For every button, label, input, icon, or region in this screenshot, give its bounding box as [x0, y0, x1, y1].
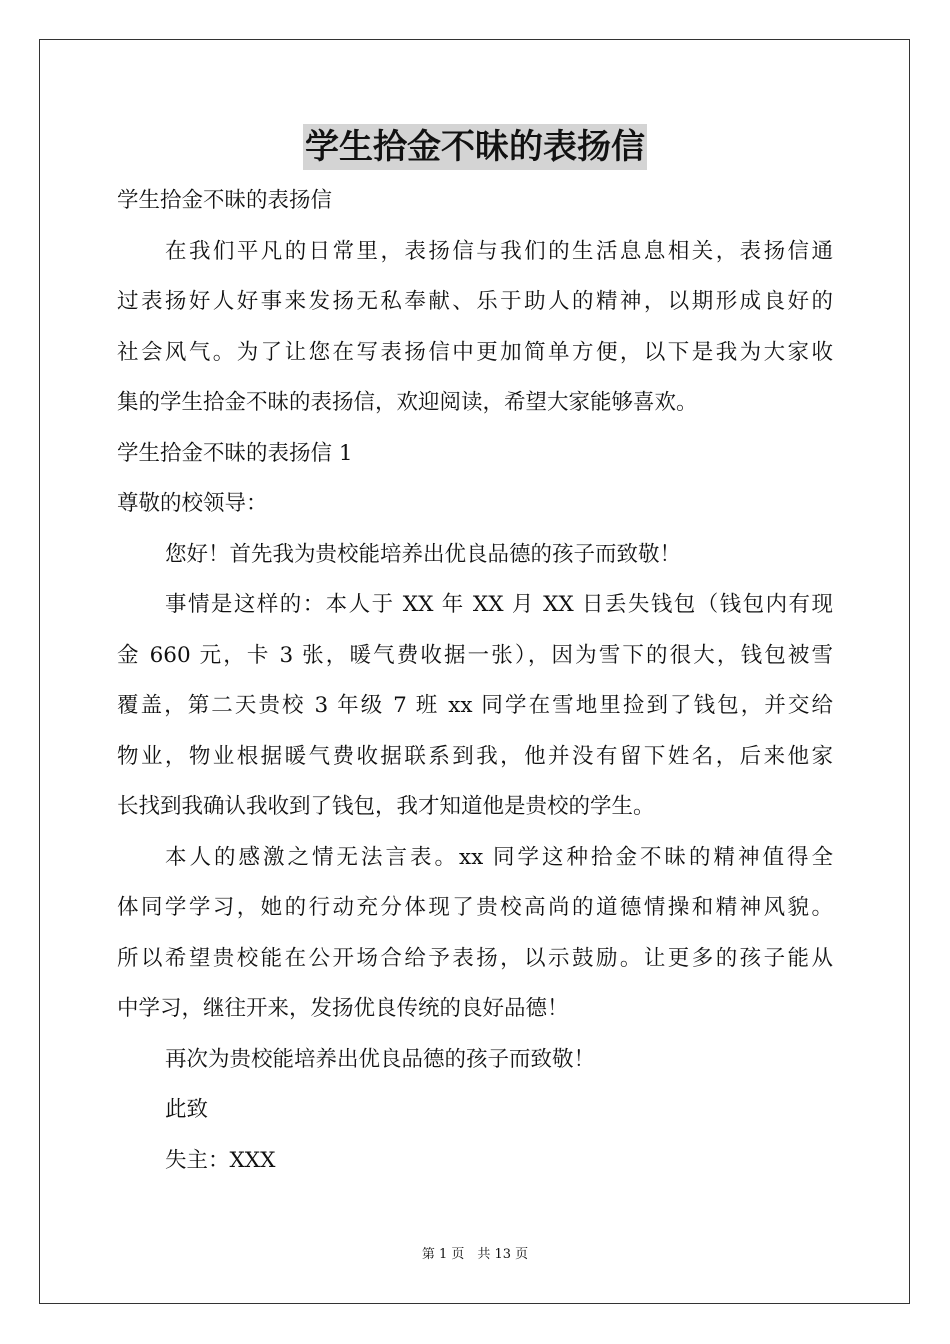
text-line: 物业，物业根据暖气费收据联系到我，他并没有留下姓名，后来他家: [117, 743, 833, 769]
text-line: 覆盖，第二天贵校 3 年级 7 班 xx 同学在雪地里捡到了钱包，并交给: [117, 693, 833, 718]
text-line: 您好！首先我为贵校能培养出优良品德的孩子而致敬！: [165, 541, 682, 567]
title-container: [0, 124, 950, 170]
page-footer: [0, 1245, 950, 1265]
text-line: 所以希望贵校能在公开场合给予表扬，以示鼓励。让更多的孩子能从: [117, 945, 833, 971]
text-line: 学生拾金不昧的表扬信 1: [117, 440, 353, 466]
text-line: 过表扬好人好事来发扬无私奉献、乐于助人的精神，以期形成良好的: [117, 289, 833, 314]
document-body: [117, 176, 833, 1186]
text-line: 长找到我确认我收到了钱包，我才知道他是贵校的学生。: [117, 794, 655, 819]
document-title: 学生拾金不昧的表扬信: [303, 124, 647, 170]
text-line: 集的学生拾金不昧的表扬信，欢迎阅读，希望大家能够喜欢。: [117, 390, 698, 415]
text-line: 此致: [165, 1097, 209, 1122]
text-line: 本人的感激之情无法言表。xx 同学这种拾金不昧的精神值得全: [165, 844, 833, 870]
text-line: 金 660 元，卡 3 张，暖气费收据一张），因为雪下的很大，钱包被雪: [117, 642, 833, 668]
page-number: 第 1 页 共 13 页: [421, 1247, 529, 1262]
text-line: 社会风气。为了让您在写表扬信中更加简单方便，以下是我为大家收: [117, 339, 833, 365]
text-line: 再次为贵校能培养出优良品德的孩子而致敬！: [165, 1046, 596, 1072]
text-line: 事情是这样的：本人于 XX 年 XX 月 XX 日丢失钱包（钱包内有现: [165, 592, 833, 617]
text-line: 尊敬的校领导：: [117, 491, 268, 516]
text-line: 体同学学习，她的行动充分体现了贵校高尚的道德情操和精神风貌。: [117, 895, 833, 920]
text-line: 失主：XXX: [165, 1147, 276, 1173]
text-line: 中学习，继往开来，发扬优良传统的良好品德！: [117, 996, 569, 1021]
text-line: 学生拾金不昧的表扬信: [117, 188, 333, 213]
text-line: 在我们平凡的日常里，表扬信与我们的生活息息相关，表扬信通: [165, 238, 833, 264]
